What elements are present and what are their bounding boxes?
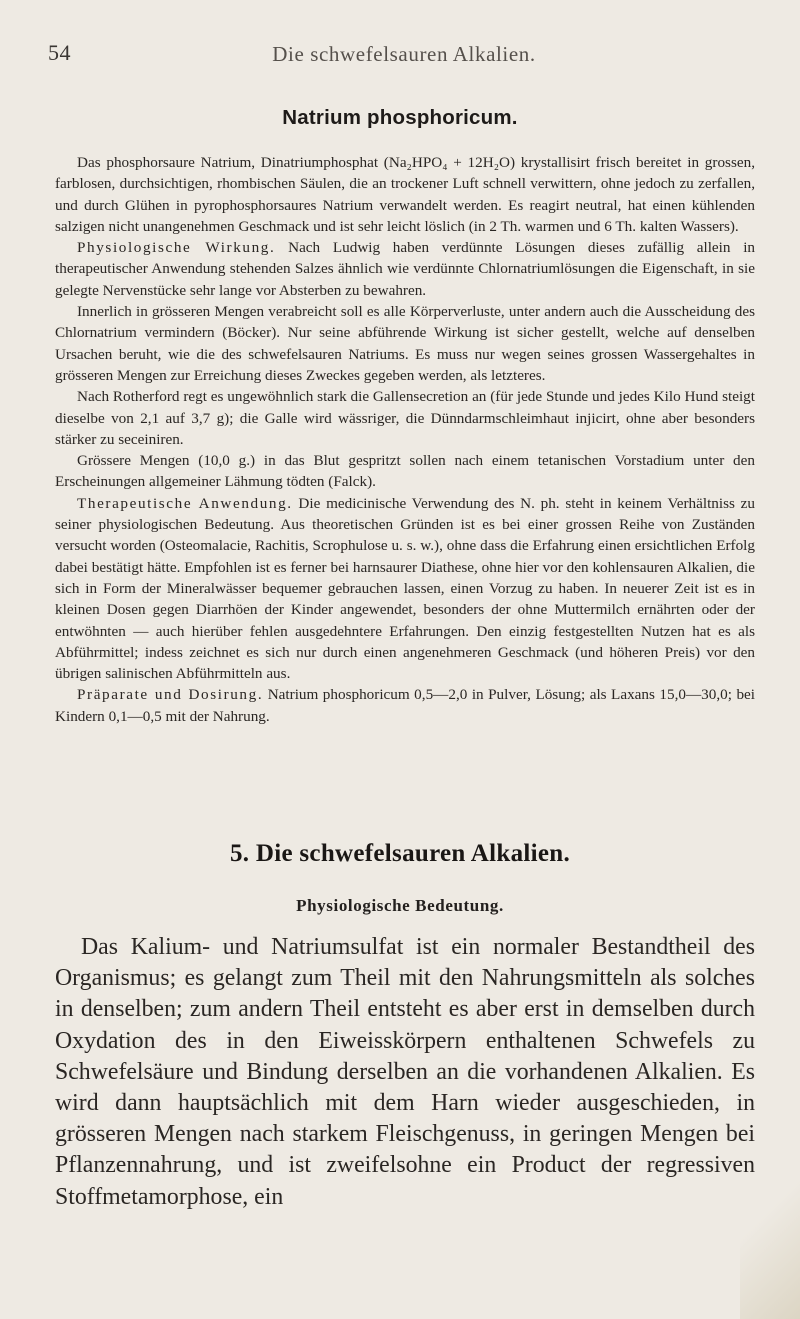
page-number: 54 — [48, 40, 71, 65]
paragraph-text: Innerlich in grösseren Mengen verabreicht soll es alle Körperverluste, unter andern auch die Ausscheidung des Chlornatrium vermindern (Böcker). Nur seine abführende Wirkung ist sicher gestellt, welche auf denselben Ursachen beruht, wie die des schwefelsauren Natriums. Es muss nur wegen seines grossen Wassergehaltes in grösseren Mengen zur Erreichung dieses Zweckes gegeben werden, als letzteres. — [55, 303, 755, 384]
paragraph-text: Natrium phosphoricum 0,5—2,0 in Pulver, Lösung; als Laxans 15,0—30,0; bei Kindern 0,1—0,5 mit der Nahrung. — [55, 686, 755, 725]
paragraph-text: Nach Ludwig haben verdünnte Lösungen dieses zufällig allein in therapeutischer Anwendung stehenden Salzes ähnlich wie verdünnte Chlornatriumlösungen die Eigenschaft, in sie gelegte Nervenstücke sehr lange vor Absterben zu bewahren. — [55, 239, 756, 299]
page-header — [48, 40, 740, 80]
paragraph-text: Das phosphorsaure Natrium, Dinatriumphosphat (Na₂HPO₄ + 12H₂O) krystallisirt frisch bereitet in grossen, farblosen, durchsichtigen, rhombischen Säulen, die an trockener Luft schnell verwittern, ohne jedoch zu zerfallen, und durch Glühen in pyrophosphorsaures Natrium verwandelt werden. Es reagirt neutral, hat einen kühlenden salzigen nicht unangenehmen Geschmack und ist sehr leicht löslich (in 2 Th. warmen und 6 Th. kalten Wassers). — [55, 154, 755, 235]
paragraph-text: Grössere Mengen (10,0 g.) in das Blut gespritzt sollen nach einem tetanischen Vorstadium unter den Erscheinungen allgemeiner Lähmung tödten (Falck). — [55, 452, 755, 491]
paragraph-bile-secretion — [55, 386, 755, 450]
chapter-heading: 5. Die schwefelsauren Alkalien. — [229, 840, 571, 867]
chapter-body — [55, 932, 755, 1213]
page-stain — [740, 1179, 800, 1319]
running-head: Die schwefelsauren Alkalien. — [272, 42, 536, 66]
paragraph-physiological-effect — [55, 237, 755, 301]
paragraph-text: Nach Rotherford regt es ungewöhnlich stark die Gallensecretion an (für jede Stunde und jedes Kilo Hund steigt dieselbe von 2,1 auf 3,7 g); die Galle wird wässriger, die Dünndarmschleimhaut injicirt, ohne aber besonders stärker zu seceiniren. — [55, 388, 755, 448]
paragraph-therapeutic-use — [55, 493, 755, 685]
paragraph-large-doses — [55, 450, 755, 493]
chapter-subheading: Physiologische Bedeutung. — [296, 896, 504, 915]
section-title: Natrium phosphoricum. — [282, 106, 518, 129]
paragraph-lead: Therapeutische Anwendung. — [77, 494, 293, 512]
paragraph-internal-use — [55, 301, 755, 386]
paragraph-preparations — [55, 684, 755, 727]
paragraph-text: Die medicinische Verwendung des N. ph. steht in keinem Verhältniss zu seiner physiologischen Bedeutung. Aus theoretischen Gründen ist es bei einer grossen Reihe von Zuständen versucht worden (Osteomalacie, Rachitis, Scrophulose u. s. w.), ohne dass die Erfahrung einen ersichtlichen Erfolg dabei bestätigt hätte. Empfohlen ist es ferner bei harnsaurer Diathese, ohne hier vor den kohlensauren Alkalien, die sich in Form der Mineralwässer bequemer gebrauchen lassen, einen Vorzug zu haben. In neuerer Zeit ist es in kleinen Dosen gegen Diarrhöen der Kinder angewendet, besonders der ohne Muttermilch ernährten oder der entwöhnten — auch hierüber fehlen ausgedehntere Erfahrungen. Den einzig festgestellten Nutzen hat es als Abführmittel; indess zeichnet es sich nur durch einen angenehmeren Geschmack (und höheren Preis) vor den übrigen salinischen Abführmitteln aus. — [55, 494, 755, 683]
paragraph-description — [55, 152, 755, 237]
paragraph-lead: Präparate und Dosirung. — [77, 686, 264, 704]
section-body — [55, 152, 755, 727]
paragraph-lead: Physiologische Wirkung. — [77, 239, 276, 257]
paragraph-text: Das Kalium- und Natriumsulfat ist ein normaler Bestandtheil des Organismus; es gelangt zum Theil mit den Nahrungsmitteln als solches in denselben; zum andern Theil entsteht es aber erst in demselben durch Oxydation des in den Eiweisskörpern enthaltenen Schwefels zu Schwefelsäure und Bindung derselben an die vorhandenen Alkalien. Es wird dann hauptsächlich mit dem Harn wieder ausgeschieden, in grösseren Mengen nach starkem Fleischgenuss, in geringen Mengen bei Pflanzennahrung, und ist zweifelsohne ein Product der regressiven Stoffmetamorphose, ein — [55, 934, 755, 1210]
